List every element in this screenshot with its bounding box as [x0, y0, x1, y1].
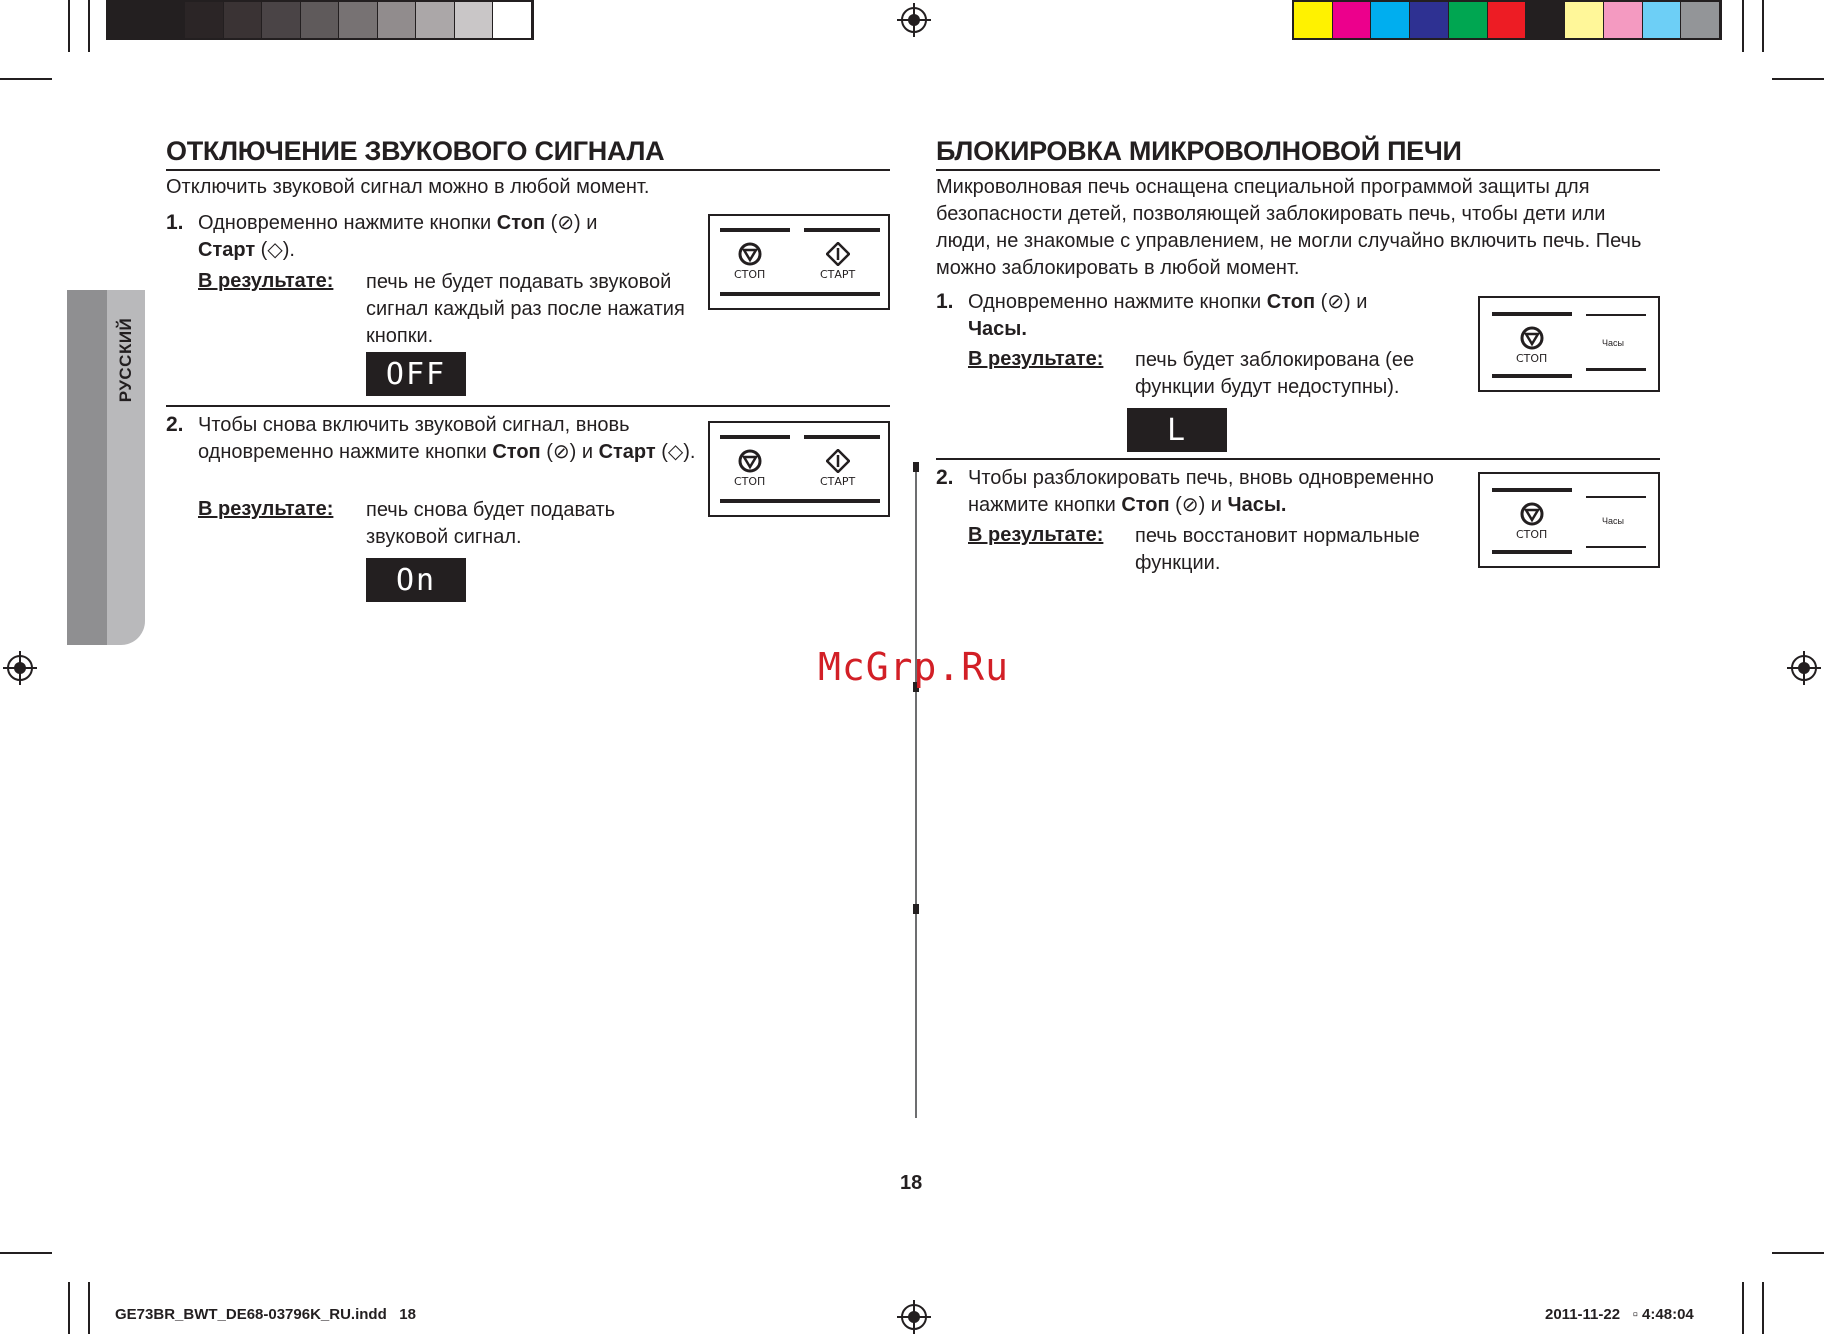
color-swatch — [262, 2, 301, 38]
left-step2-result-text: печь снова будет подавать звуковой сигнал. — [366, 499, 616, 548]
crop-mark — [68, 1282, 70, 1334]
crop-mark — [1762, 1282, 1764, 1334]
divider-dot — [913, 904, 919, 914]
left-step1-number: 1. — [166, 211, 184, 234]
control-panel-stop-start — [708, 421, 890, 517]
start-label: СТАРТ — [820, 475, 856, 488]
color-swatch — [416, 2, 455, 38]
color-swatch — [1565, 2, 1604, 38]
right-step2-result-text: печь восстановит нормальные функции. — [1135, 525, 1420, 574]
clock-label: Часы — [1602, 516, 1624, 526]
right-step2-number: 2. — [936, 466, 954, 489]
right-step1-result-text: печь будет заблокирована (ее функции будут недоступны). — [1135, 349, 1415, 398]
clock-label: Часы — [1602, 338, 1624, 348]
color-swatch — [1371, 2, 1410, 38]
color-swatch — [455, 2, 494, 38]
lcd-display-lock: L — [1127, 408, 1227, 452]
language-label: РУССКИЙ — [116, 317, 135, 403]
stop-label: СТОП — [734, 475, 766, 488]
stop-icon — [738, 449, 762, 473]
crop-mark — [1772, 1252, 1824, 1254]
color-swatch — [185, 2, 224, 38]
left-step1-result-label: В результате: — [198, 270, 334, 292]
crop-mark — [68, 0, 70, 52]
registration-mark-icon — [897, 1300, 931, 1334]
color-swatch — [493, 2, 532, 38]
color-swatch — [1294, 2, 1333, 38]
right-section-title: БЛОКИРОВКА МИКРОВОЛНОВОЙ ПЕЧИ — [936, 136, 1660, 171]
color-swatch — [378, 2, 417, 38]
divider-dot — [913, 462, 919, 472]
language-tab-stripe — [67, 290, 107, 645]
left-step2-result-label: В результате: — [198, 498, 334, 520]
start-button — [820, 242, 855, 281]
crop-mark — [88, 0, 90, 52]
right-step1-result-label: В результате: — [968, 348, 1104, 370]
left-step-divider — [166, 405, 890, 407]
color-swatch — [1449, 2, 1488, 38]
left-section-title: ОТКЛЮЧЕНИЕ ЗВУКОВОГО СИГНАЛА — [166, 136, 890, 171]
color-swatch — [1604, 2, 1643, 38]
start-icon — [826, 449, 850, 473]
footer-file-name: GE73BR_BWT_DE68-03796K_RU.indd 18 — [115, 1306, 416, 1323]
start-button — [820, 449, 855, 488]
color-swatch — [1526, 2, 1565, 38]
stop-button — [1516, 502, 1547, 541]
right-step1-instruction: Одновременно нажмите кнопки Стоп (⊘) и Часы. — [968, 291, 1368, 340]
crop-mark — [1762, 0, 1764, 52]
color-swatch — [1333, 2, 1372, 38]
control-panel-stop-clock — [1478, 296, 1660, 392]
color-swatches — [1292, 0, 1722, 40]
stop-label: СТОП — [1516, 528, 1548, 541]
right-step2-instruction: Чтобы разблокировать печь, вновь одновременно нажмите кнопки Стоп (⊘) и Часы. — [968, 467, 1434, 516]
color-swatch — [1681, 2, 1720, 38]
color-swatch — [1410, 2, 1449, 38]
right-step1-number: 1. — [936, 290, 954, 313]
color-swatch — [339, 2, 378, 38]
lcd-display-on: On — [366, 558, 466, 602]
control-panel-stop-clock — [1478, 472, 1660, 568]
left-intro: Отключить звуковой сигнал можно в любой момент. — [166, 176, 650, 198]
stop-button — [734, 449, 765, 488]
left-step1-instruction: Одновременно нажмите кнопки Стоп (⊘) и Старт (◇). — [198, 212, 598, 261]
grayscale-swatches — [106, 0, 534, 40]
color-swatch — [301, 2, 340, 38]
stop-label: СТОП — [1516, 352, 1548, 365]
color-swatch — [224, 2, 263, 38]
stop-button — [1516, 326, 1547, 365]
footer-timestamp: 2011-11-22 ▫ 4:48:04 — [1545, 1306, 1694, 1323]
start-label: СТАРТ — [820, 268, 856, 281]
stop-button — [734, 242, 765, 281]
stop-label: СТОП — [734, 268, 766, 281]
page-number: 18 — [900, 1172, 923, 1194]
color-swatch — [1643, 2, 1682, 38]
start-icon — [826, 242, 850, 266]
crop-mark — [0, 78, 52, 80]
registration-mark-icon — [3, 651, 37, 685]
stop-icon — [1520, 326, 1544, 350]
lcd-display-off: OFF — [366, 352, 466, 396]
right-step2-result-label: В результате: — [968, 524, 1104, 546]
right-step-divider — [936, 458, 1660, 460]
watermark: McGrp.Ru — [818, 645, 1010, 689]
color-swatch — [108, 2, 147, 38]
crop-mark — [0, 1252, 52, 1254]
color-swatch — [1488, 2, 1527, 38]
left-step2-instruction: Чтобы снова включить звуковой сигнал, вновь одновременно нажмите кнопки Стоп (⊘) и Старт (◇). — [198, 414, 696, 463]
color-swatch — [147, 2, 186, 38]
control-panel-stop-start — [708, 214, 890, 310]
crop-mark — [1772, 78, 1824, 80]
stop-icon — [1520, 502, 1544, 526]
stop-icon — [738, 242, 762, 266]
crop-mark — [1742, 0, 1744, 52]
registration-mark-icon — [1787, 651, 1821, 685]
crop-mark — [1742, 1282, 1744, 1334]
registration-mark-icon — [897, 3, 931, 37]
column-divider — [915, 470, 917, 1118]
crop-mark — [88, 1282, 90, 1334]
left-step1-result-text: печь не будет подавать звуковой сигнал каждый раз после нажатия кнопки. — [366, 271, 685, 347]
right-intro: Микроволновая печь оснащена специальной программой защиты для безопасности детей, позволяющей заблокировать печь, чтобы дети или люди, не знакомые с управлением, не могли случайно включить печь. Печь можно заблокировать в любой момент. — [936, 176, 1642, 279]
left-step2-number: 2. — [166, 413, 184, 436]
